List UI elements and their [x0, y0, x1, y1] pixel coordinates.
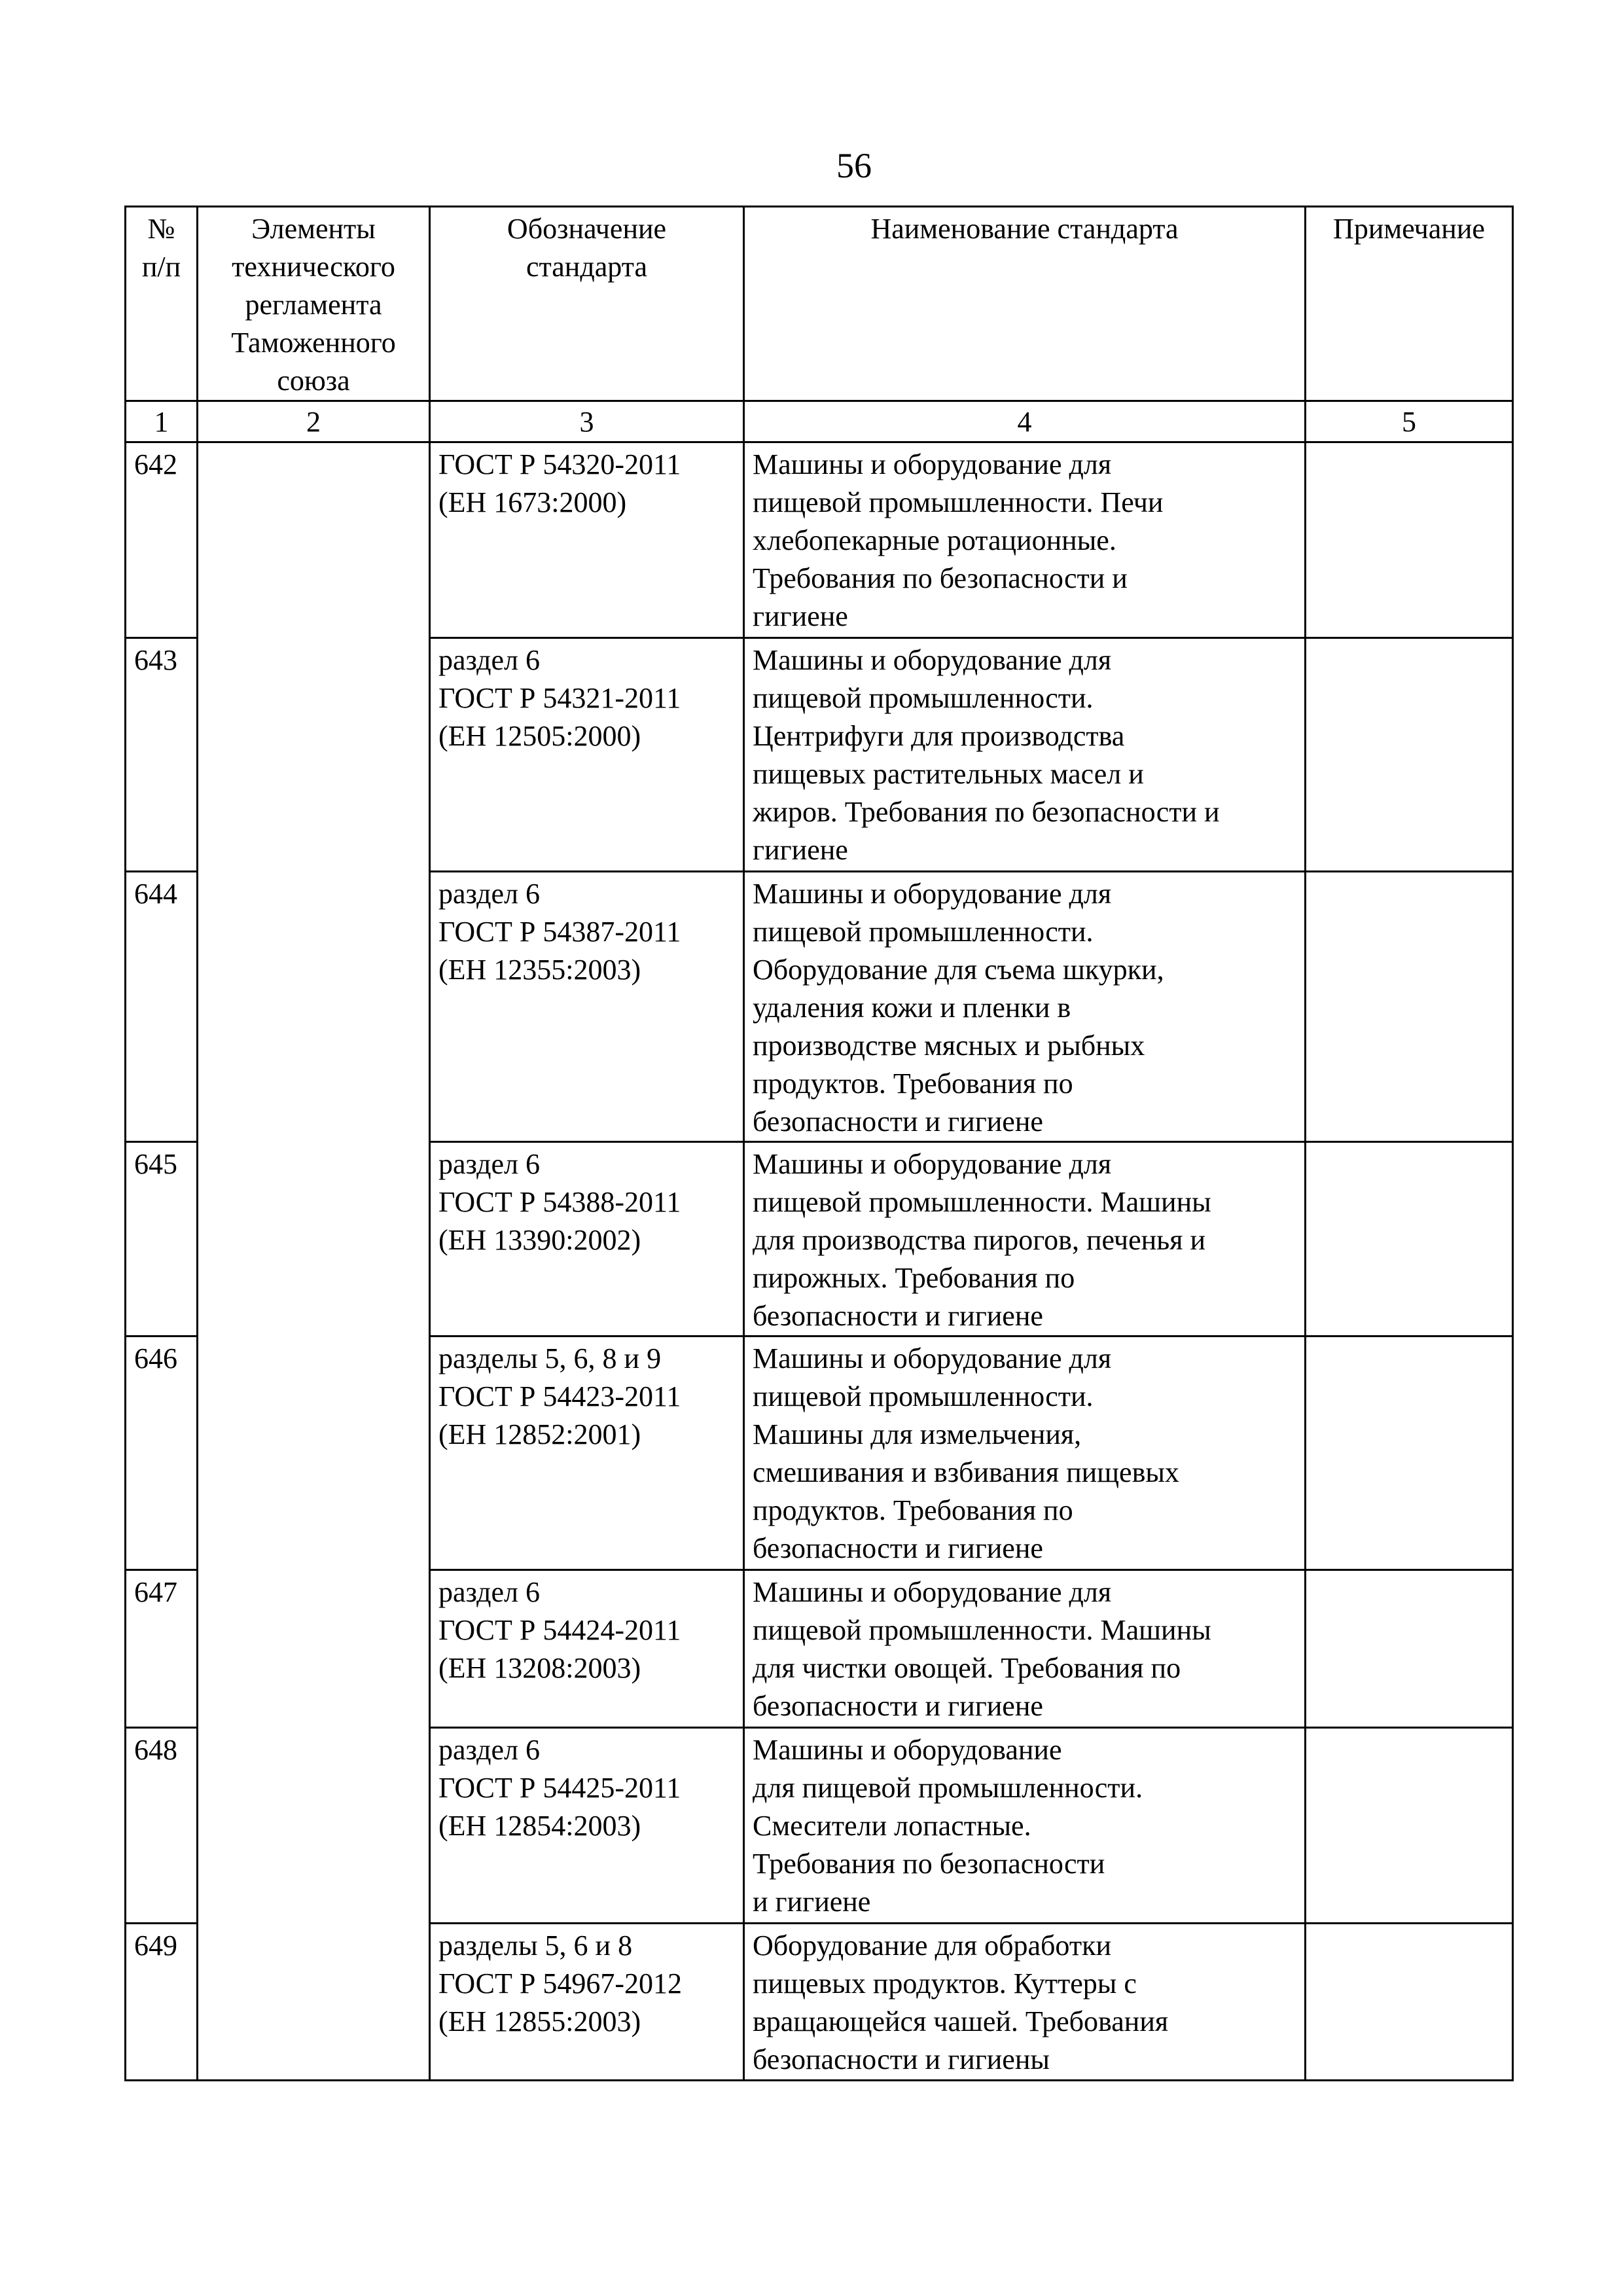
name-line: и гигиене [753, 1886, 871, 1918]
name-line: Оборудование для съема шкурки, [753, 954, 1164, 986]
designation-line: (ЕН 12505:2000) [438, 720, 641, 752]
standard-designation [430, 1570, 744, 1728]
note [1306, 1142, 1513, 1336]
name-line: смешивания и взбивания пищевых [753, 1456, 1179, 1488]
designation-line: ГОСТ Р 54425-2011 [438, 1772, 681, 1804]
name-line: продуктов. Требования по [753, 1067, 1073, 1100]
name-line: пищевой промышленности. [753, 916, 1094, 948]
standard-designation [430, 638, 744, 872]
header-line: Обозначение [507, 213, 667, 245]
header-standard-designation [430, 207, 744, 401]
designation-line: разделы 5, 6, 8 и 9 [438, 1342, 662, 1374]
designation-line: ГОСТ Р 54424-2011 [438, 1614, 681, 1646]
designation-line: (ЕН 12355:2003) [438, 954, 641, 986]
row-number [126, 1142, 198, 1336]
row-number [126, 1336, 198, 1570]
row-number-text: 647 [134, 1576, 177, 1608]
designation-line: раздел 6 [438, 1734, 540, 1766]
name-line: пищевой промышленности. [753, 1380, 1094, 1412]
designation-line: раздел 6 [438, 644, 540, 676]
name-line: Машины для измельчения, [753, 1418, 1082, 1450]
column-number: 3 [430, 401, 744, 442]
note [1306, 442, 1513, 638]
row-number [126, 442, 198, 638]
page-number: 56 [836, 146, 872, 185]
header-line: Примечание [1333, 213, 1485, 245]
header-line: регламента [245, 289, 382, 321]
name-line: Машины и оборудование для [753, 878, 1112, 910]
name-line: Требования по безопасности и [753, 562, 1128, 594]
standard-designation [430, 442, 744, 638]
header-line: Таможенного [231, 327, 396, 359]
name-line: вращающейся чашей. Требования [753, 2005, 1169, 2037]
name-line: хлебопекарные ротационные. [753, 524, 1116, 556]
name-line: безопасности и гигиене [753, 1300, 1043, 1332]
note [1306, 1924, 1513, 2081]
designation-line: (ЕН 12854:2003) [438, 1810, 641, 1842]
name-line: Центрифуги для производства [753, 720, 1125, 752]
name-line: Требования по безопасности [753, 1848, 1105, 1880]
name-line: для пищевой промышленности. [753, 1772, 1143, 1804]
row-number [126, 1570, 198, 1728]
standards-table [124, 206, 1514, 2081]
name-line: пищевых продуктов. Куттеры с [753, 1967, 1137, 2000]
designation-line: ГОСТ Р 54320-2011 [438, 448, 681, 480]
standard-designation [430, 1924, 744, 2081]
designation-line: раздел 6 [438, 1576, 540, 1608]
row-number [126, 872, 198, 1142]
name-line: пирожных. Требования по [753, 1262, 1075, 1294]
name-line: безопасности и гигиене [753, 1690, 1043, 1722]
row-number-text: 646 [134, 1342, 177, 1374]
row-number-text: 649 [134, 1929, 177, 1962]
row-number-text: 645 [134, 1148, 177, 1180]
note [1306, 1570, 1513, 1728]
name-line: продуктов. Требования по [753, 1494, 1073, 1526]
regulation-element [198, 442, 430, 2081]
header-regulation-elements [198, 207, 430, 401]
standard-name [744, 1924, 1306, 2081]
name-line: производстве мясных и рыбных [753, 1030, 1145, 1062]
name-line: безопасности и гигиене [753, 1105, 1043, 1138]
name-line: Машины и оборудование для [753, 1576, 1112, 1608]
standard-designation [430, 1336, 744, 1570]
name-line: пищевой промышленности. [753, 682, 1094, 714]
name-line: гигиене [753, 834, 848, 866]
designation-line: (ЕН 12852:2001) [438, 1418, 641, 1450]
name-line: жиров. Требования по безопасности и [753, 796, 1220, 828]
name-line: безопасности и гигиены [753, 2043, 1050, 2075]
standard-designation [430, 1728, 744, 1924]
row-number [126, 638, 198, 872]
table-header-row [126, 207, 1513, 401]
designation-line: ГОСТ Р 54423-2011 [438, 1380, 681, 1412]
name-line: удаления кожи и пленки в [753, 992, 1071, 1024]
table-row [126, 442, 1513, 638]
name-line: Машины и оборудование для [753, 1342, 1112, 1374]
name-line: Смесители лопастные. [753, 1810, 1031, 1842]
designation-line: ГОСТ Р 54321-2011 [438, 682, 681, 714]
name-line: Машины и оборудование для [753, 448, 1112, 480]
header-line: п/п [141, 251, 181, 283]
name-line: пищевых растительных масел и [753, 758, 1144, 790]
designation-line: раздел 6 [438, 1148, 540, 1180]
header-line: технического [232, 251, 395, 283]
name-line: пищевой промышленности. Печи [753, 486, 1164, 518]
designation-line: ГОСТ Р 54967-2012 [438, 1967, 683, 2000]
column-number: 5 [1306, 401, 1513, 442]
header-line: Элементы [251, 213, 376, 245]
column-number: 1 [126, 401, 198, 442]
designation-line: (ЕН 12855:2003) [438, 2005, 641, 2037]
designation-line: разделы 5, 6 и 8 [438, 1929, 633, 1962]
standard-designation [430, 872, 744, 1142]
note [1306, 1336, 1513, 1570]
name-line: безопасности и гигиене [753, 1532, 1043, 1564]
column-number: 2 [198, 401, 430, 442]
standard-name [744, 872, 1306, 1142]
column-numbers-row [126, 401, 1513, 442]
row-number [126, 1924, 198, 2081]
designation-line: ГОСТ Р 54387-2011 [438, 916, 681, 948]
name-line: для производства пирогов, печенья и [753, 1224, 1205, 1256]
standard-name [744, 1728, 1306, 1924]
standard-name [744, 638, 1306, 872]
name-line: Машины и оборудование для [753, 1148, 1112, 1180]
note [1306, 638, 1513, 872]
standard-name [744, 442, 1306, 638]
name-line: Машины и оборудование для [753, 644, 1112, 676]
name-line: гигиене [753, 600, 848, 632]
name-line: пищевой промышленности. Машины [753, 1186, 1211, 1218]
name-line: Оборудование для обработки [753, 1929, 1112, 1962]
header-number [126, 207, 198, 401]
standard-name [744, 1336, 1306, 1570]
designation-line: (ЕН 13390:2002) [438, 1224, 641, 1256]
header-line: № [147, 213, 175, 245]
row-number-text: 644 [134, 878, 177, 910]
designation-line: ГОСТ Р 54388-2011 [438, 1186, 681, 1218]
designation-line: (ЕН 13208:2003) [438, 1652, 641, 1684]
header-line: стандарта [526, 251, 647, 283]
note [1306, 1728, 1513, 1924]
header-line: союза [277, 365, 350, 397]
header-line: Наименование стандарта [870, 213, 1179, 245]
row-number-text: 642 [134, 448, 177, 480]
standard-designation [430, 1142, 744, 1336]
designation-line: раздел 6 [438, 878, 540, 910]
name-line: Машины и оборудование [753, 1734, 1062, 1766]
row-number-text: 643 [134, 644, 177, 676]
standard-name [744, 1142, 1306, 1336]
row-number-text: 648 [134, 1734, 177, 1766]
header-standard-name [744, 207, 1306, 401]
name-line: для чистки овощей. Требования по [753, 1652, 1181, 1684]
designation-line: (ЕН 1673:2000) [438, 486, 627, 518]
row-number [126, 1728, 198, 1924]
column-number: 4 [744, 401, 1306, 442]
header-note [1306, 207, 1513, 401]
note [1306, 872, 1513, 1142]
standard-name [744, 1570, 1306, 1728]
name-line: пищевой промышленности. Машины [753, 1614, 1211, 1646]
